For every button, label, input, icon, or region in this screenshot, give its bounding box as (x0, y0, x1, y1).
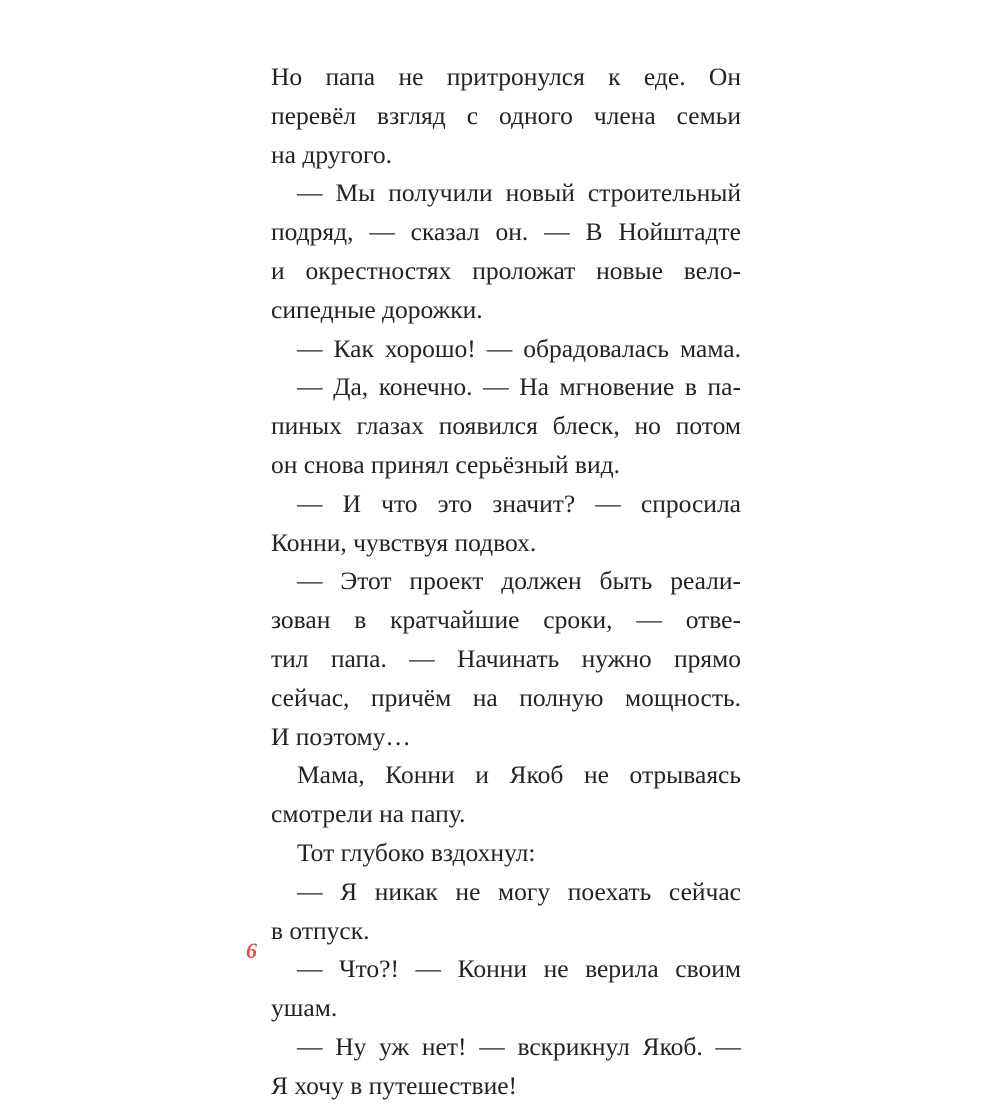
text-line: — Я никак не могу поехать сейчас (297, 876, 741, 906)
page-number: 6 (246, 938, 257, 963)
text-line: пиных глазах появился блеск, но потом (271, 411, 741, 441)
text-line: Но папа не притронулся к еде. Он (271, 62, 741, 91)
text-line: — Что?! — Конни не верила своим (297, 954, 741, 984)
text-line: ушам. (271, 993, 338, 1023)
text-line: тил папа. — Начинать нужно прямо (271, 643, 741, 673)
text-line: — Мы получили новый строительный (297, 178, 741, 208)
text-line: Я хочу в путешествие! (271, 1070, 518, 1100)
text-line: — Как хорошо! — обрадовалась мама. (297, 333, 741, 363)
text-line: и окрестностях проложат новые вело- (271, 255, 741, 285)
text-line: — Ну уж нет! — вскрикнул Якоб. — (297, 1031, 741, 1061)
text-line: Тот глубоко вздохнул: (297, 837, 536, 867)
text-line: на другого. (271, 139, 393, 169)
text-line: зован в кратчайшие сроки, — отве- (271, 605, 741, 635)
text-line: — Да, конечно. — На мгновение в па- (297, 372, 741, 402)
text-line: — И что это значит? — спросила (297, 488, 741, 518)
text-line: смотрели на папу. (271, 799, 466, 829)
text-line: подряд, — сказал он. — В Нойштадте (271, 217, 741, 247)
text-line: перевёл взгляд с одного члена семьи (271, 100, 741, 130)
text-line: Мама, Конни и Якоб не отрываясь (297, 760, 741, 790)
text-line: в отпуск. (271, 915, 370, 945)
text-line: сейчас, причём на полную мощность. (271, 682, 741, 712)
text-line: И поэтому… (271, 721, 411, 751)
text-line: — Этот проект должен быть реали- (297, 566, 741, 596)
text-line: он снова принял серьёзный вид. (271, 449, 620, 479)
body-text (271, 58, 741, 1106)
text-line: Конни, чувствуя подвох. (271, 527, 537, 557)
text-line: сипедные дорожки. (271, 294, 483, 324)
